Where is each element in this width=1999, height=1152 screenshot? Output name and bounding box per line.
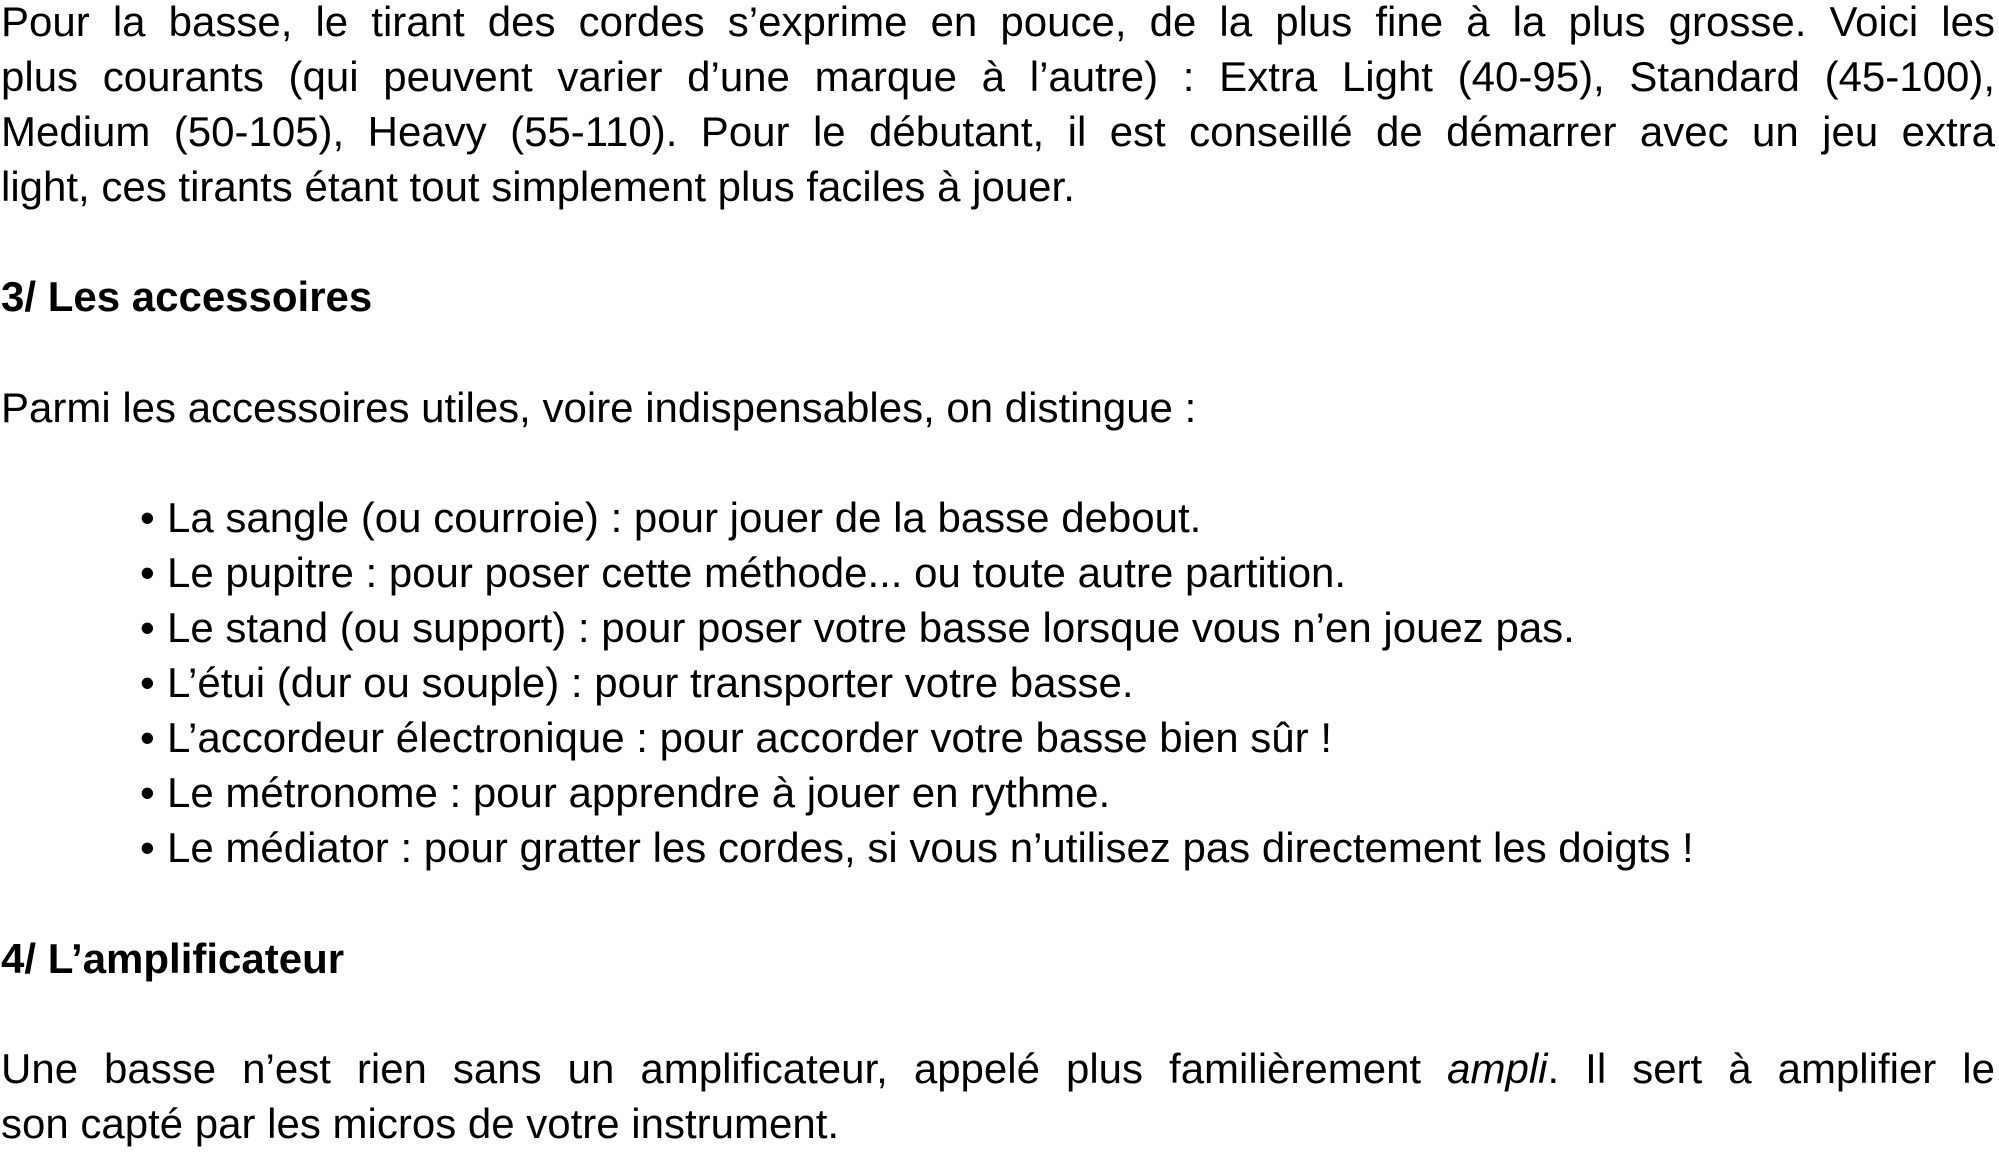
bullet-icon: • (140, 549, 155, 596)
section-4-line-1-after: . Il sert à amplifier le (1547, 1045, 1995, 1092)
section-4-heading: 4/ L’amplificateur (1, 935, 345, 982)
bullet-icon: • (140, 714, 155, 761)
section-4-line-2: son capté par les micros de votre instrument. (1, 1100, 840, 1147)
paragraph-1-line-4: light, ces tirants étant tout simplement plus faciles à jouer. (1, 163, 1075, 210)
bullet-icon: • (140, 494, 155, 541)
list-item-text: L’étui (dur ou souple) : pour transporter votre basse. (167, 659, 1134, 706)
list-item-text: Le pupitre : pour poser cette méthode... ou toute autre partition. (167, 549, 1347, 596)
list-item (140, 545, 1346, 600)
list-item (140, 490, 1201, 545)
list-item (140, 710, 1332, 765)
paragraph-1-line-2: plus courants (qui peuvent varier d’une marque à l’autre) : Extra Light (40-95), Standard (45-100), (1, 53, 1995, 100)
list-item-text: La sangle (ou courroie) : pour jouer de la basse debout. (167, 494, 1202, 541)
section-4-line-1 (1, 1041, 1995, 1096)
list-item (140, 655, 1134, 710)
list-item-text: Le stand (ou support) : pour poser votre basse lorsque vous n’en jouez pas. (167, 604, 1575, 651)
section-4-line-1-italic: ampli (1447, 1045, 1548, 1092)
section-4-line-1-before: Une basse n’est rien sans un amplificateur, appelé plus familièrement (1, 1045, 1448, 1092)
list-item (140, 600, 1575, 655)
list-item-text: Le médiator : pour gratter les cordes, si vous n’utilisez pas directement les doigts ! (167, 824, 1694, 871)
bullet-icon: • (140, 659, 155, 706)
list-item (140, 820, 1694, 875)
list-item (140, 765, 1110, 820)
section-3-intro: Parmi les accessoires utiles, voire indispensables, on distingue : (1, 384, 1197, 431)
bullet-icon: • (140, 604, 155, 651)
paragraph-1-line-3: Medium (50-105), Heavy (55-110). Pour le débutant, il est conseillé de démarrer avec un jeu extra (1, 108, 1995, 155)
bullet-icon: • (140, 769, 155, 816)
paragraph-1-line-1: Pour la basse, le tirant des cordes s’exprime en pouce, de la plus fine à la plus grosse. Voici les (1, 0, 1995, 45)
list-item-text: L’accordeur électronique : pour accorder votre basse bien sûr ! (167, 714, 1332, 761)
section-3-heading: 3/ Les accessoires (1, 273, 373, 320)
list-item-text: Le métronome : pour apprendre à jouer en rythme. (167, 769, 1111, 816)
bullet-icon: • (140, 824, 155, 871)
